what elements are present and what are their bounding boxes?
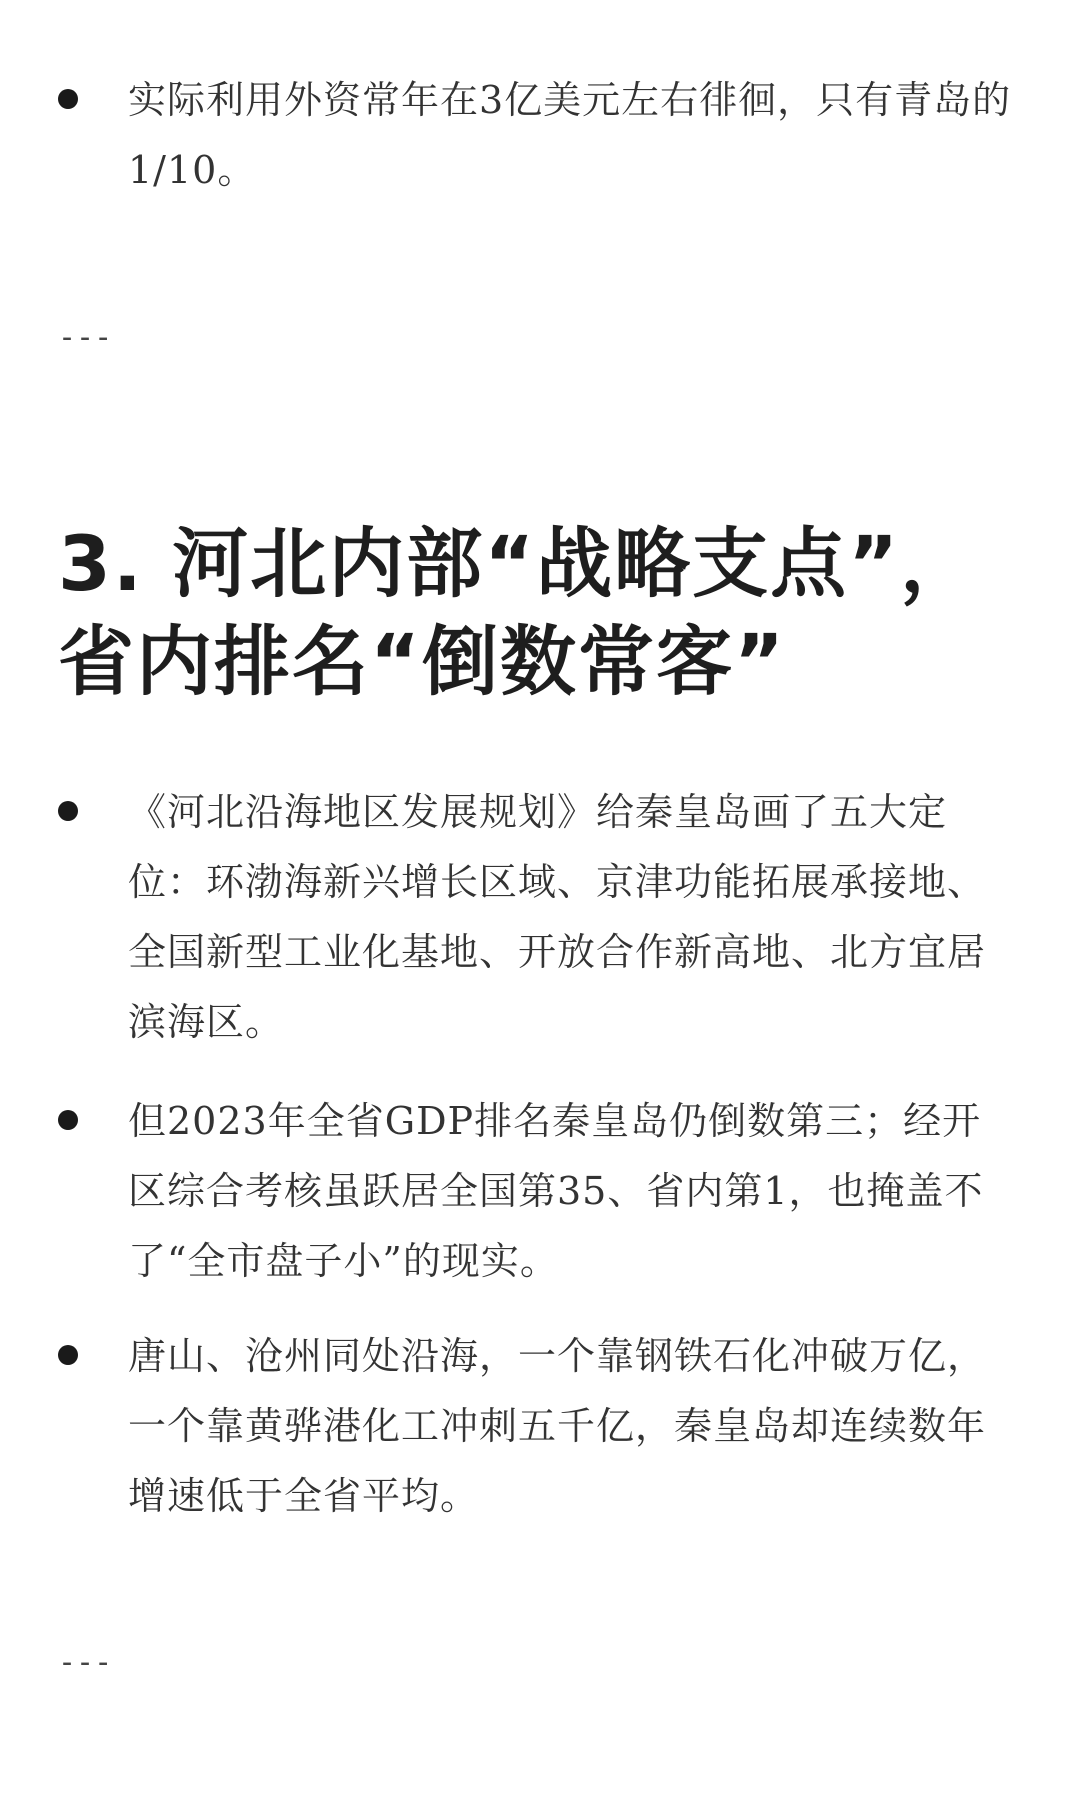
list-item-text: 实际利用外资常年在3亿美元左右徘徊，只有青岛的1/10。 [128, 78, 1012, 192]
bullet-dot-icon [58, 801, 78, 821]
section-divider: --- [58, 1645, 113, 1680]
section-heading: 3. 河北内部“战略支点”，省内排名“倒数常客” [58, 519, 979, 706]
list-item-text: 唐山、沧州同处沿海，一个靠钢铁石化冲破万亿，一个靠黄骅港化工冲刺五千亿，秦皇岛却连续数年增速低于全省平均。 [128, 1334, 987, 1518]
bullet-dot-icon [58, 89, 78, 109]
bullet-dot-icon [58, 1110, 78, 1130]
list-item-text: 《河北沿海地区发展规划》给秦皇岛画了五大定位：环渤海新兴增长区域、京津功能拓展承接地、全国新型工业化基地、开放合作新高地、北方宜居滨海区。 [128, 790, 987, 1044]
list-item-text: 但2023年全省GDP排名秦皇岛仍倒数第三；经开区综合考核虽跃居全国第35、省内第1，也掩盖不了“全市盘子小”的现实。 [128, 1099, 984, 1283]
bullet-dot-icon [58, 1345, 78, 1365]
section-divider: --- [58, 320, 113, 355]
